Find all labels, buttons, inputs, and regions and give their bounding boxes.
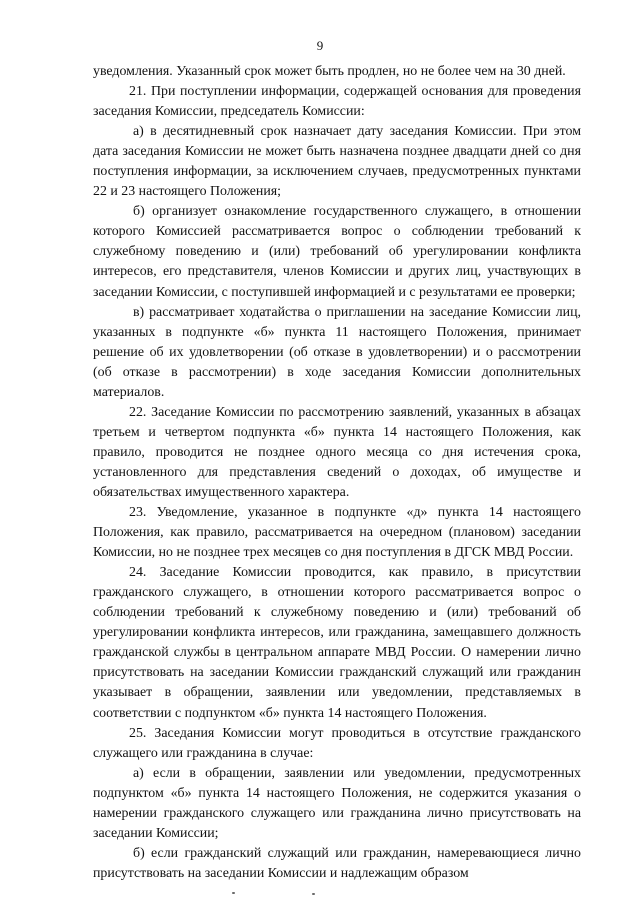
- paragraph-continuation: уведомления. Указанный срок может быть продлен, но не более чем на 30 дней.: [93, 64, 566, 79]
- paragraph-clause-25: 25. Заседания Комиссии могут проводиться в отсутствие гражданского служащего или гражданина в случае:: [93, 725, 581, 761]
- paragraph-clause-25-a: а) если в обращении, заявлении или уведомлении, предусмотренных подпунктом «б» пункта 14 настоящего Положения, не содержится указания о намерении гражданского служащего или гражданина лично присутствовать на заседании Комиссии;: [93, 765, 581, 841]
- paragraph-clause-21-v: в) рассматривает ходатайства о приглашении на заседание Комиссии лиц, указанных в подпункте «б» пункта 11 настоящего Положения, принимает решение об их удовлетворении (об отказе в удовлетворении) и о рассмотрении (об отказе в рассмотрении) в ходе заседания Комиссии дополнительных материалов.: [93, 304, 581, 400]
- document-body: [93, 62, 581, 884]
- page-number: 9: [316, 38, 324, 53]
- scan-speck: [232, 892, 235, 894]
- paragraph-clause-23: 23. Уведомление, указанное в подпункте «д» пункта 14 настоящего Положения, как правило, рассматривается на очередном (плановом) заседании Комиссии, но не позднее трех месяцев со дня поступления в ДГСК МВД России.: [93, 505, 581, 561]
- paragraph-clause-21-b: б) организует ознакомление государственного служащего, в отношении которого Комиссией рассматривается вопрос о соблюдении требований к служебному поведению и (или) требований об урегулировании конфликта интересов, его представителя, членов Комиссии и других лиц, участвующих в заседании Комиссии, с поступившей информацией и с результатами ее проверки;: [93, 204, 581, 300]
- paragraph-clause-25-b: б) если гражданский служащий или гражданин, намеревающиеся лично присутствовать на заседании Комиссии и надлежащим образом: [93, 845, 581, 881]
- paragraph-clause-24: 24. Заседание Комиссии проводится, как правило, в присутствии гражданского служащего, в отношении которого рассматривается вопрос о соблюдении требований к служебному поведению и (или) требований об урегулировании конфликта интересов, или гражданина, замещавшего должность гражданской службы в центральном аппарате МВД России. О намерении лично присутствовать на заседании Комиссии гражданский служащий или гражданин указывает в обращении, заявлении или уведомлении, представляемых в соответствии с подпунктом «б» пункта 14 настоящего Положения.: [93, 565, 581, 721]
- paragraph-clause-21: 21. При поступлении информации, содержащей основания для проведения заседания Комиссии, председатель Комиссии:: [93, 84, 581, 120]
- scan-speck: [312, 893, 315, 895]
- paragraph-clause-21-a: а) в десятидневный срок назначает дату заседания Комиссии. При этом дата заседания Комиссии не может быть назначена позднее двадцати дней со дня поступления информации, за исключением случаев, предусмотренных пунктами 22 и 23 настоящего Положения;: [93, 124, 581, 200]
- paragraph-clause-22: 22. Заседание Комиссии по рассмотрению заявлений, указанных в абзацах третьем и четвертом подпункта «б» пункта 14 настоящего Положения, как правило, проводится не позднее одного месяца со дня истечения срока, установленного для представления сведений о доходах, об имуществе и обязательствах имущественного характера.: [93, 404, 581, 500]
